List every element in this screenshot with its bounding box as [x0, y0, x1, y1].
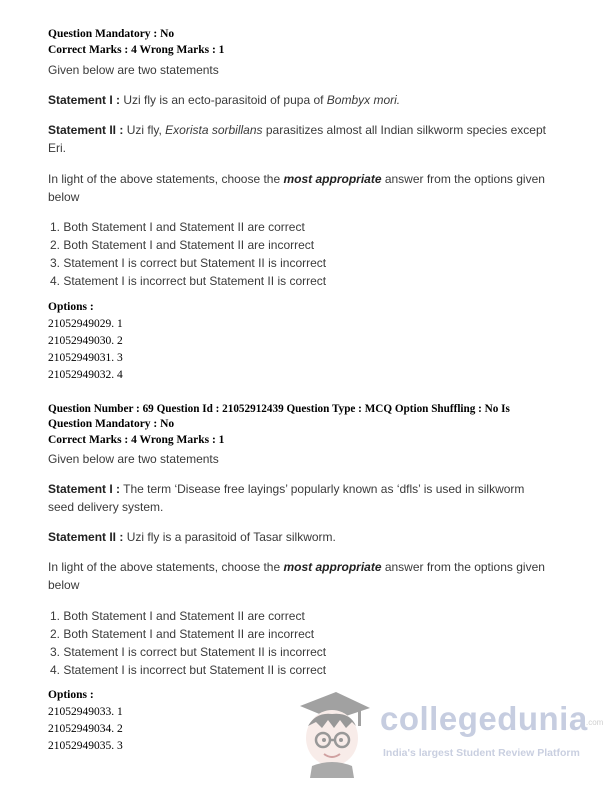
q68-options-label: Options :	[48, 301, 94, 313]
q68-statement-2-cont: Eri.	[48, 141, 66, 155]
q69-header: Question Number : 69 Question Id : 21052912439 Question Type : MCQ Option Shuffling : No Is	[48, 403, 510, 415]
q69-option-2: 21052949034. 2	[48, 723, 123, 735]
watermark-tagline: India's largest Student Review Platform	[383, 747, 580, 759]
mascot-icon	[292, 682, 372, 778]
q69-mandatory: Question Mandatory : No	[48, 418, 175, 430]
q68-choice-2: 2. Both Statement I and Statement II are incorrect	[50, 238, 315, 252]
q68-choice-3: 3. Statement I is correct but Statement II is incorrect	[50, 256, 327, 270]
q69-instruction: In light of the above statements, choose the most appropriate answer from the options given	[48, 560, 545, 574]
q69-statement-1-cont: seed delivery system.	[48, 500, 164, 514]
q68-choice-1: 1. Both Statement I and Statement II are correct	[50, 220, 305, 234]
q69-options-label: Options :	[48, 689, 94, 701]
q68-statement-2-label: Statement II :	[48, 123, 124, 137]
q69-choice-3: 3. Statement I is correct but Statement II is incorrect	[50, 645, 327, 659]
q68-instruction: In light of the above statements, choose the most appropriate answer from the options given	[48, 172, 545, 186]
watermark-brand: collegedunia	[380, 700, 588, 737]
q69-statement-1: Statement I : The term ‘Disease free layings’ popularly known as ‘dfls’ is used in silkworm	[48, 482, 525, 496]
q69-intro: Given below are two statements	[48, 452, 219, 466]
q68-mandatory: Question Mandatory : No	[48, 28, 175, 40]
watermark-com: .com	[586, 718, 604, 727]
q68-option-4: 21052949032. 4	[48, 369, 123, 381]
q69-marks: Correct Marks : 4 Wrong Marks : 1	[48, 434, 225, 446]
q68-statement-1: Statement I : Uzi fly is an ecto-parasitoid of pupa of Bombyx mori.	[48, 93, 401, 107]
q68-choice-4: 4. Statement I is incorrect but Statement II is correct	[50, 274, 327, 288]
q68-option-1: 21052949029. 1	[48, 318, 123, 330]
q68-option-2: 21052949030. 2	[48, 335, 123, 347]
q69-choice-2: 2. Both Statement I and Statement II are incorrect	[50, 627, 315, 641]
q68-option-3: 21052949031. 3	[48, 352, 123, 364]
q68-statement-2: Statement II : Uzi fly, Exorista sorbillans parasitizes almost all Indian silkworm species except	[48, 123, 546, 137]
q69-option-1: 21052949033. 1	[48, 706, 123, 718]
q68-instruction-cont: below	[48, 190, 80, 204]
q69-choice-4: 4. Statement I is incorrect but Statement II is correct	[50, 663, 327, 677]
q68-statement-1-label: Statement I :	[48, 93, 121, 107]
q69-statement-2-label: Statement II :	[48, 530, 124, 544]
q69-option-3: 21052949035. 3	[48, 740, 123, 752]
q69-statement-2: Statement II : Uzi fly is a parasitoid of Tasar silkworm.	[48, 530, 336, 544]
q68-intro: Given below are two statements	[48, 63, 219, 77]
q69-instruction-cont: below	[48, 578, 80, 592]
q68-marks: Correct Marks : 4 Wrong Marks : 1	[48, 44, 225, 56]
q69-choice-1: 1. Both Statement I and Statement II are correct	[50, 609, 305, 623]
q69-statement-1-label: Statement I :	[48, 482, 121, 496]
